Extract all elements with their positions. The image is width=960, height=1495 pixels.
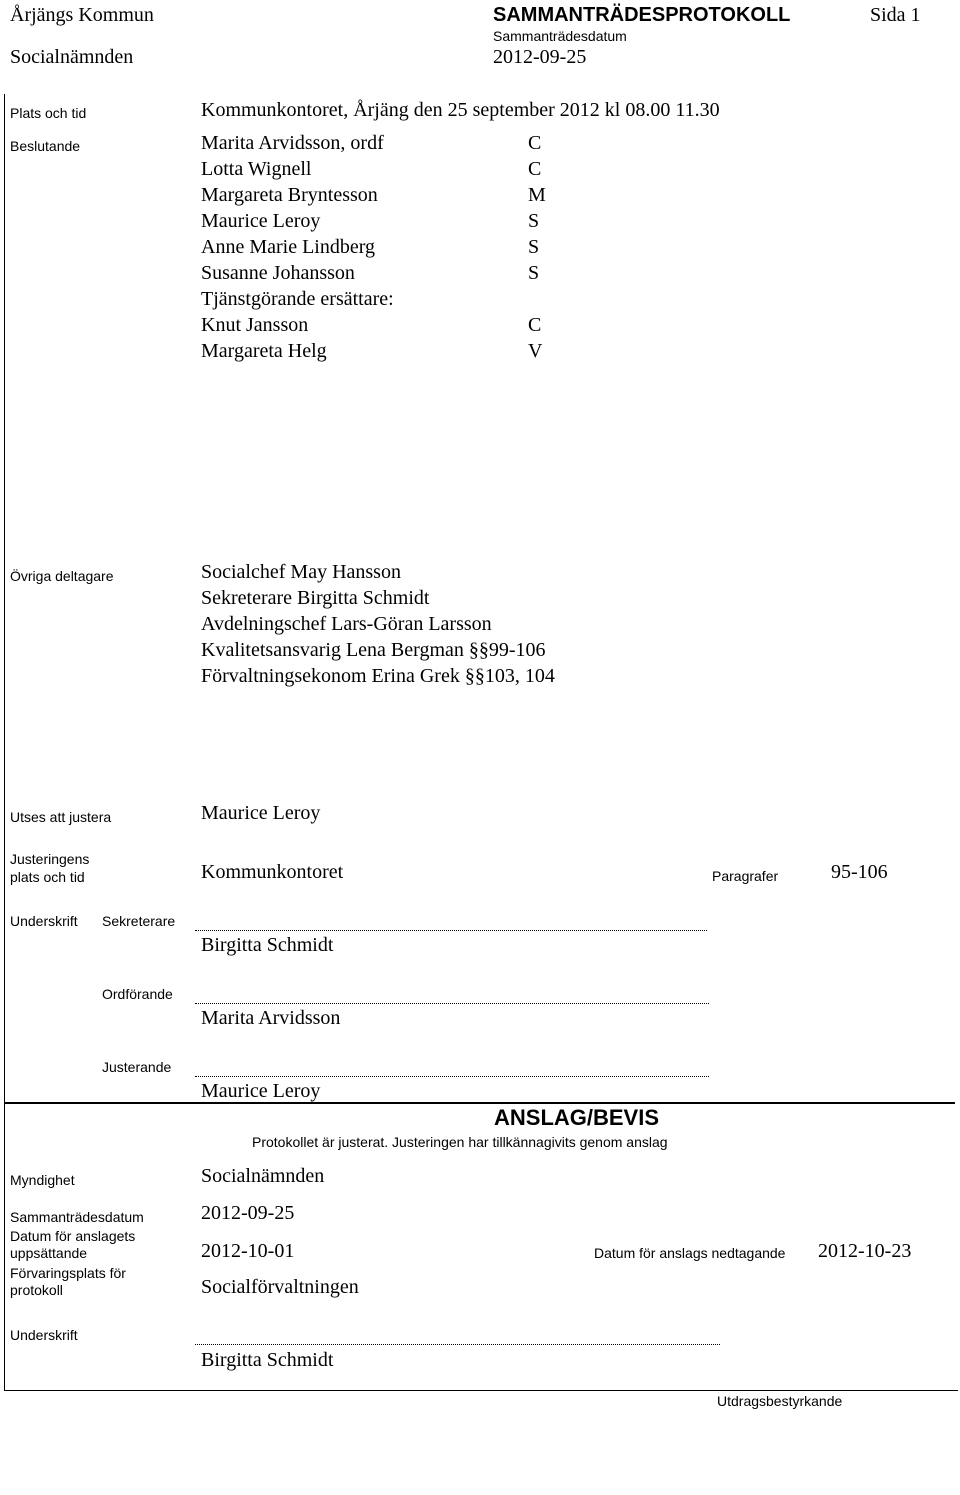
- authority-value: Socialnämnden: [201, 1165, 325, 1187]
- notice-signature-line: [195, 1344, 720, 1345]
- member-party: S: [528, 236, 540, 258]
- notice-signature-name: Birgitta Schmidt: [201, 1349, 334, 1371]
- signature-label: Underskrift: [10, 913, 78, 929]
- notice-meeting-date-label: Sammanträdesdatum: [10, 1209, 144, 1225]
- member-name: Margareta Helg: [201, 340, 327, 362]
- municipality-name: Årjängs Kommun: [10, 4, 154, 26]
- notice-subtitle: Protokollet är justerat. Justeringen har tillkännagivits genom anslag: [252, 1134, 668, 1150]
- member-name: Maurice Leroy: [201, 210, 321, 232]
- member-name: Lotta Wignell: [201, 158, 312, 180]
- adjuster-label: Utses att justera: [10, 809, 112, 825]
- member-party: C: [528, 132, 542, 154]
- other-participant: Avdelningschef Lars-Göran Larsson: [201, 613, 492, 635]
- other-participant: Sekreterare Birgitta Schmidt: [201, 587, 430, 609]
- document-frame: [4, 94, 958, 1391]
- member-party: V: [528, 340, 543, 362]
- secretary-name: Birgitta Schmidt: [201, 934, 334, 956]
- posted-value: 2012-10-01: [201, 1240, 295, 1262]
- member-name: Marita Arvidsson, ordf: [201, 132, 384, 154]
- posted-label-2: uppsättande: [10, 1245, 88, 1261]
- place-value: Kommunkontoret, Årjäng den 25 september 2012 kl 08.00 11.30: [201, 99, 720, 121]
- member-name: Margareta Bryntesson: [201, 184, 378, 206]
- paragraphs-label: Paragrafer: [712, 868, 779, 884]
- page-number: Sida 1: [870, 4, 921, 26]
- member-party: M: [528, 184, 546, 206]
- member-name: Susanne Johansson: [201, 262, 355, 284]
- section-divider: [4, 1102, 955, 1104]
- others-label: Övriga deltagare: [10, 568, 114, 584]
- member-name: Anne Marie Lindberg: [201, 236, 376, 258]
- date-label: Sammanträdesdatum: [493, 28, 627, 44]
- adjust-place-value: Kommunkontoret: [201, 861, 344, 883]
- authority-label: Myndighet: [10, 1172, 75, 1188]
- deciding-label: Beslutande: [10, 138, 81, 154]
- notice-title: ANSLAG/BEVIS: [494, 1105, 660, 1130]
- secretary-signature-line: [195, 930, 707, 931]
- posted-label-1: Datum för anslagets: [10, 1228, 136, 1244]
- chair-name: Marita Arvidsson: [201, 1007, 341, 1029]
- storage-label-2: protokoll: [10, 1282, 63, 1298]
- notice-signature-label: Underskrift: [10, 1327, 78, 1343]
- storage-value: Socialförvaltningen: [201, 1276, 359, 1298]
- extract-certification: Utdragsbestyrkande: [717, 1393, 843, 1409]
- adjust-place-label-1: Justeringens: [10, 851, 90, 867]
- other-participant: Förvaltningsekonom Erina Grek §§103, 104: [201, 665, 555, 687]
- secretary-label: Sekreterare: [102, 913, 176, 929]
- member-party: S: [528, 210, 540, 232]
- place-label: Plats och tid: [10, 105, 87, 121]
- member-name: Tjänstgörande ersättare:: [201, 288, 394, 310]
- adjuster-value: Maurice Leroy: [201, 802, 321, 824]
- chair-label: Ordförande: [102, 986, 173, 1002]
- adjust-place-label-2: plats och tid: [10, 869, 85, 885]
- storage-label-1: Förvaringsplats för: [10, 1265, 126, 1281]
- removed-value: 2012-10-23: [818, 1240, 912, 1262]
- other-participant: Kvalitetsansvarig Lena Bergman §§99-106: [201, 639, 546, 661]
- meeting-date: 2012-09-25: [493, 46, 587, 68]
- adjuster-sign-label: Justerande: [102, 1059, 172, 1075]
- other-participant: Socialchef May Hansson: [201, 561, 401, 583]
- document-title: SAMMANTRÄDESPROTOKOLL: [493, 4, 791, 26]
- member-party: C: [528, 158, 542, 180]
- chair-signature-line: [195, 1003, 709, 1004]
- member-name: Knut Jansson: [201, 314, 309, 336]
- member-party: C: [528, 314, 542, 336]
- adjuster-sign-name: Maurice Leroy: [201, 1080, 321, 1102]
- removed-label: Datum för anslags nedtagande: [594, 1245, 786, 1261]
- committee-name: Socialnämnden: [10, 46, 134, 68]
- member-party: S: [528, 262, 540, 284]
- paragraphs-value: 95-106: [831, 861, 888, 883]
- adjuster-signature-line: [195, 1076, 709, 1077]
- notice-meeting-date-value: 2012-09-25: [201, 1202, 295, 1224]
